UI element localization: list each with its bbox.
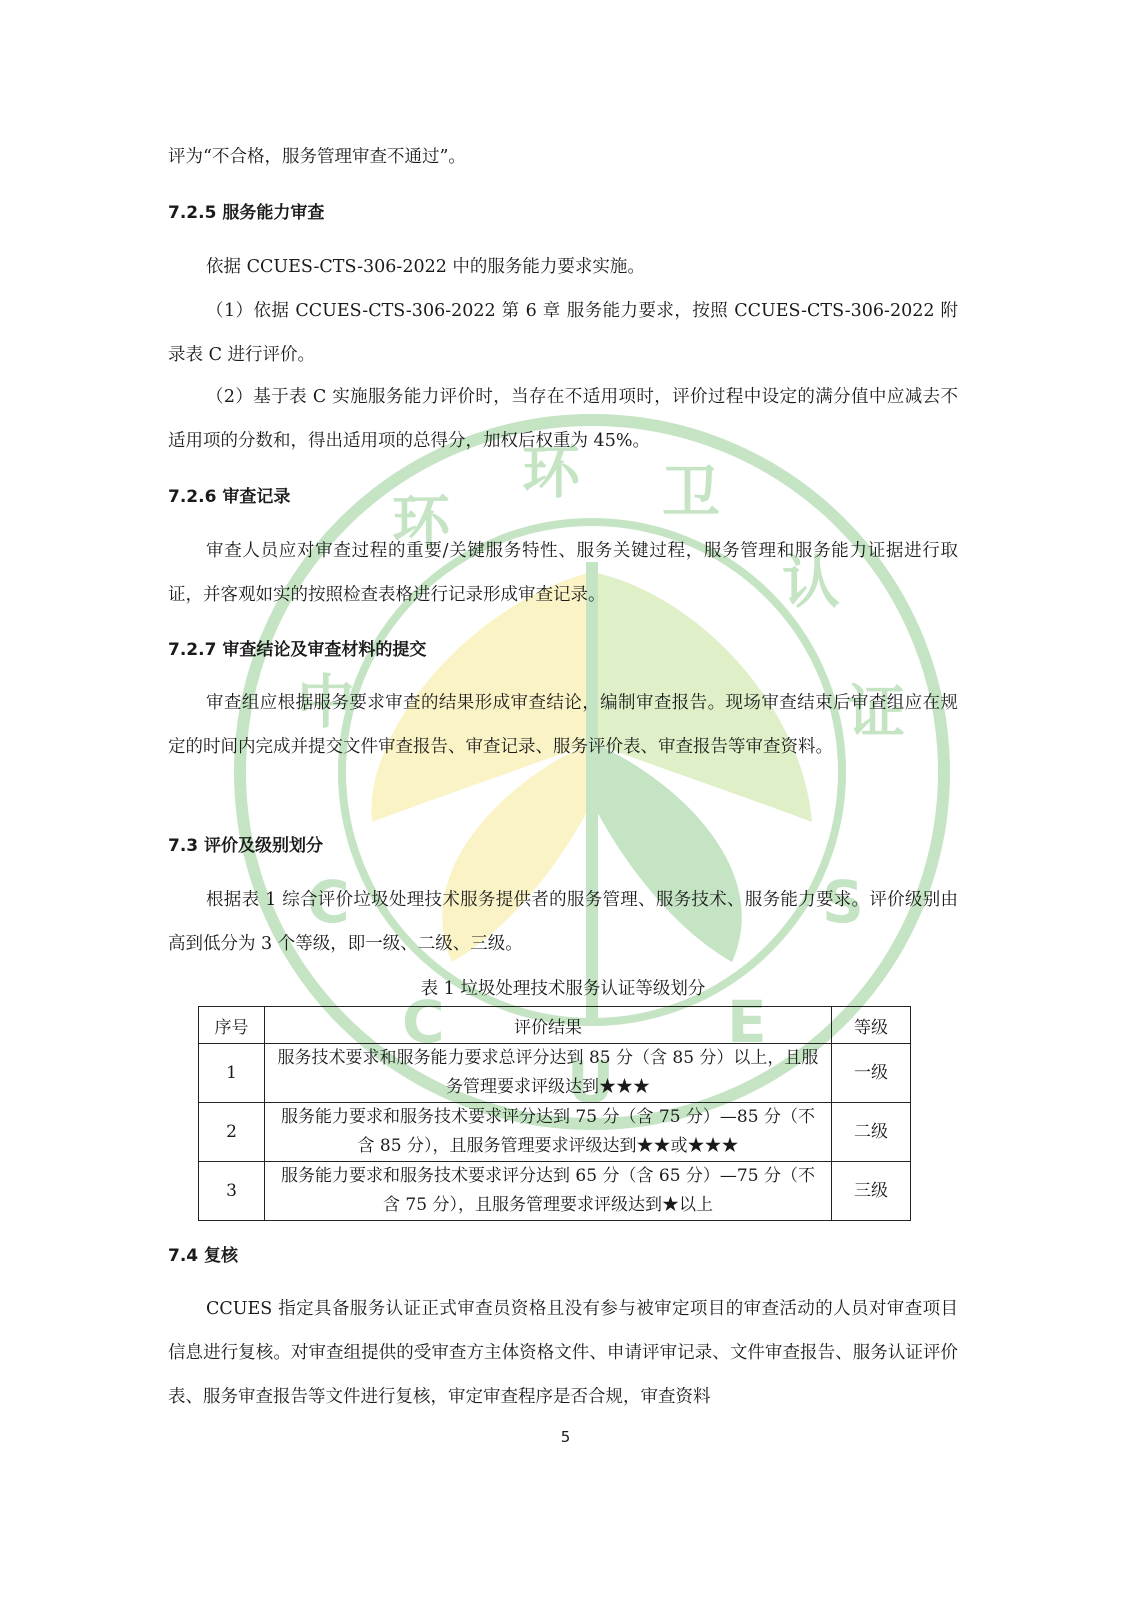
- watermark-char: 卫: [662, 458, 721, 526]
- section-heading-7-3: 7.3 评价及级别划分: [168, 836, 324, 856]
- section-heading-7-4: 7.4 复核: [168, 1246, 239, 1266]
- watermark-char: 认: [782, 548, 841, 616]
- cell-result: 服务能力要求和服务技术要求评分达到 75 分（含 75 分）—85 分（不含 85 分），且服务管理要求评级达到★★或★★★: [265, 1103, 832, 1162]
- paragraph: 根据表 1 综合评价垃圾处理技术服务提供者的服务管理、服务技术、服务能力要求。评价级别由高到低分为 3 个等级，即一级、二级、三级。: [168, 890, 958, 954]
- table-row: [199, 1044, 911, 1103]
- paragraph: CCUES 指定具备服务认证正式审查员资格且没有参与被审定项目的审查活动的人员对审查项目信息进行复核。对审查组提供的受审查方主体资格文件、申请评审记录、文件审查报告、服务认证评价表、服务审查报告等文件进行复核，审定审查程序是否合规，审查资料: [168, 1299, 958, 1407]
- watermark-char: E: [727, 988, 767, 1056]
- header-cell-no: 序号: [199, 1007, 265, 1044]
- watermark-char: C: [402, 988, 445, 1056]
- grade-table: [198, 1006, 911, 1221]
- cell-no: 3: [199, 1162, 265, 1221]
- cell-no: 2: [199, 1103, 265, 1162]
- cell-grade: 一级: [832, 1044, 911, 1103]
- watermark-char: C: [307, 868, 350, 936]
- paragraph: 评为“不合格，服务管理审查不通过”。: [168, 147, 466, 167]
- paragraph: 审查人员应对审查过程的重要/关键服务特性、服务关键过程，服务管理和服务能力证据进行取证，并客观如实的按照检查表格进行记录形成审查记录。: [168, 541, 958, 605]
- section-heading-7-2-7: 7.2.7 审查结论及审查材料的提交: [168, 640, 427, 660]
- watermark-char: 环: [392, 488, 451, 556]
- cell-result: 服务技术要求和服务能力要求总评分达到 85 分（含 85 分）以上，且服务管理要求评级达到★★★: [265, 1044, 832, 1103]
- paragraph: 依据 CCUES-CTS-306-2022 中的服务能力要求实施。: [206, 257, 645, 277]
- table-caption: 表 1 垃圾处理技术服务认证等级划分: [420, 979, 706, 999]
- page-number: 5: [560, 1428, 571, 1446]
- cell-grade: 二级: [832, 1103, 911, 1162]
- table-row: [199, 1162, 911, 1221]
- table-row: [199, 1103, 911, 1162]
- table-header-row: [199, 1007, 911, 1044]
- watermark-char: 环: [522, 438, 581, 506]
- paragraph: （2）基于表 C 实施服务能力评价时，当存在不适用项时，评价过程中设定的满分值中应减去不适用项的分数和，得出适用项的总得分，加权后权重为 45%。: [168, 387, 958, 451]
- watermark-char: U: [567, 1048, 615, 1116]
- section-heading-7-2-5: 7.2.5 服务能力审查: [168, 203, 325, 223]
- cell-grade: 三级: [832, 1162, 911, 1221]
- header-cell-result: 评价结果: [265, 1007, 832, 1044]
- header-cell-grade: 等级: [832, 1007, 911, 1044]
- paragraph: 审查组应根据服务要求审查的结果形成审查结论，编制审查报告。现场审查结束后审查组应在规定的时间内完成并提交文件审查报告、审查记录、服务评价表、审查报告等审查资料。: [168, 693, 958, 757]
- section-heading-7-2-6: 7.2.6 审查记录: [168, 487, 291, 507]
- paragraph: （1）依据 CCUES-CTS-306-2022 第 6 章 服务能力要求，按照 CCUES-CTS-306-2022 附录表 C 进行评价。: [168, 301, 958, 365]
- cell-no: 1: [199, 1044, 265, 1103]
- cell-result: 服务能力要求和服务技术要求评分达到 65 分（含 65 分）—75 分（不含 75 分），且服务管理要求评级达到★以上: [265, 1162, 832, 1221]
- watermark-char: 证: [847, 678, 906, 746]
- watermark-char: 中: [297, 668, 356, 736]
- watermark-char: S: [822, 868, 864, 936]
